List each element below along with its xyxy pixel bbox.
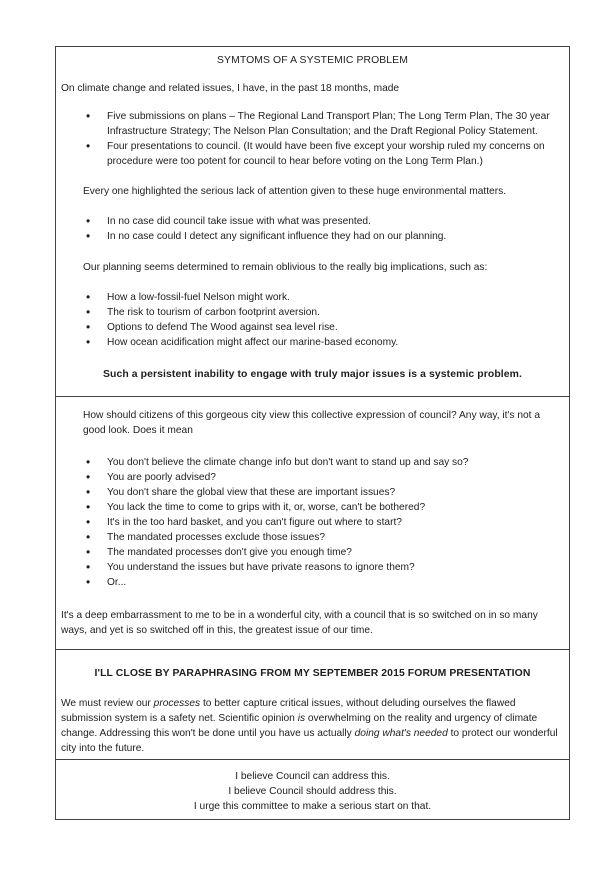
text-run: to protect our wonderful city into the future. — [61, 728, 558, 754]
closing-text: It's a deep embarrassment to me to be in a wonderful city, with a council that is so switched on in so many ways, and yet is so switched off in this, the greatest issue of our time. — [61, 610, 538, 636]
list-item: • The mandated processes don't give you enough time? — [86, 545, 563, 560]
section-closing-statements — [56, 759, 569, 821]
list-item: • You don't believe the climate change info but don't want to stand up and say so? — [86, 455, 563, 470]
text-run: overwhelming on the reality and urgency of climate change. Addressing this won't be done until you have us actually — [61, 713, 538, 739]
section-title: I'LL CLOSE BY PARAPHRASING FROM MY SEPTEMBER 2015 FORUM PRESENTATION — [94, 668, 531, 679]
implications-list — [86, 290, 563, 350]
list-item: • Or... — [86, 575, 563, 590]
text-run: We must review our — [61, 698, 154, 709]
list-item: • Options to defend The Wood against sea level rise. — [86, 320, 563, 335]
closing-line: I believe Council can address this. — [235, 771, 390, 782]
emphasis-doing-whats-needed: doing what's needed — [354, 728, 448, 739]
closing-line: I believe Council should address this. — [228, 786, 397, 797]
paragraph: Every one highlighted the serious lack of attention given to these huge environmental matters. — [83, 186, 507, 197]
influence-list — [86, 214, 563, 244]
intro-text: On climate change and related issues, I have, in the past 18 months, made — [61, 83, 400, 94]
section-questions — [56, 396, 569, 649]
list-item: • How ocean acidification might affect our marine-based economy. — [86, 335, 563, 350]
closing-line: I urge this committee to make a serious start on that. — [193, 801, 432, 812]
section-title: SYMTOMS OF A SYSTEMIC PROBLEM — [217, 55, 408, 66]
list-item: • The mandated processes exclude those issues? — [86, 530, 563, 545]
section-paraphrase — [56, 649, 569, 759]
text-run: to better capture critical issues, without deluding ourselves the flawed submission system is a safety net. Scientific opinion — [61, 698, 516, 724]
list-item: • Four presentations to council. (It would have been five except your worship ruled my concerns on procedure were too potent for council to hear before voting on the Long Term Plan.) — [86, 139, 563, 169]
conclusion-text: Such a persistent inability to engage with truly major issues is a systemic problem. — [103, 369, 522, 380]
section-systemic-problem — [56, 47, 569, 396]
list-item: • You are poorly advised? — [86, 470, 563, 485]
list-item: • In no case could I detect any significant influence they had on our planning. — [86, 229, 563, 244]
paraphrase-text — [61, 696, 563, 756]
list-item: • You don't share the global view that these are important issues? — [86, 485, 563, 500]
emphasis-processes: processes — [153, 698, 201, 709]
submissions-list — [86, 109, 563, 169]
list-item: • You lack the time to come to grips with it, or, worse, can't be bothered? — [86, 500, 563, 515]
closing-statements — [56, 769, 569, 814]
list-item: • In no case did council take issue with what was presented. — [86, 214, 563, 229]
list-item: • You understand the issues but have private reasons to ignore them? — [86, 560, 563, 575]
document-frame — [55, 46, 570, 820]
questions-list — [86, 455, 563, 590]
paragraph: Our planning seems determined to remain oblivious to the really big implications, such as: — [83, 262, 488, 273]
intro-text: How should citizens of this gorgeous city view this collective expression of council? Any way, it's not a good look. Does it mean — [83, 410, 541, 436]
list-item: • How a low-fossil-fuel Nelson might work. — [86, 290, 563, 305]
emphasis-is: is — [297, 713, 306, 724]
list-item: • Five submissions on plans – The Regional Land Transport Plan; The Long Term Plan, The 30 year Infrastructure Strategy; The Nelson Plan Consultation; and the Draft Regional Policy Statement. — [86, 109, 563, 139]
list-item: • The risk to tourism of carbon footprint aversion. — [86, 305, 563, 320]
list-item: • It's in the too hard basket, and you can't figure out where to start? — [86, 515, 563, 530]
